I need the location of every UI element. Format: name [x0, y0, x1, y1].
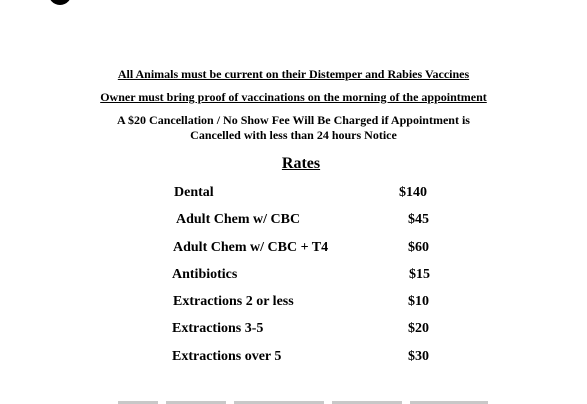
rate-name: Adult Chem w/ CBC + T4 [173, 240, 329, 255]
rate-price: $10 [408, 294, 429, 309]
rate-price: $30 [408, 349, 429, 364]
cancellation-fee-line-1: A $20 Cancellation / No Show Fee Will Be Charged if Appointment is [117, 113, 470, 127]
rate-name: Antibiotics [172, 267, 238, 282]
rates-heading: Rates [281, 155, 321, 172]
rate-price: $15 [409, 267, 430, 282]
rate-price: $140 [399, 185, 427, 200]
cancellation-fee-notice [0, 113, 587, 143]
rate-row [0, 348, 587, 368]
vaccination-proof-notice: Owner must bring proof of vaccinations on the morning of the appointment [100, 90, 487, 104]
rate-name: Dental [174, 185, 214, 200]
rate-price: $20 [408, 321, 429, 336]
cancellation-fee-line-2: Cancelled with less than 24 hours Notice [190, 128, 397, 142]
rate-name: Extractions 2 or less [173, 294, 294, 309]
cropped-text-fragment [118, 398, 488, 404]
rate-row [0, 320, 587, 340]
rate-row [0, 266, 587, 286]
vaccine-requirement: All Animals must be current on their Distemper and Rabies Vaccines [117, 67, 470, 81]
rate-price: $60 [408, 240, 429, 255]
rate-name: Extractions 3-5 [172, 321, 264, 336]
rate-name: Adult Chem w/ CBC [176, 212, 301, 227]
paw-logo-icon [46, 0, 116, 8]
rate-name: Extractions over 5 [172, 349, 282, 364]
rate-row [0, 211, 587, 231]
rate-row [0, 239, 587, 259]
rate-price: $45 [408, 212, 429, 227]
rate-row [0, 293, 587, 313]
rate-row [0, 184, 587, 204]
